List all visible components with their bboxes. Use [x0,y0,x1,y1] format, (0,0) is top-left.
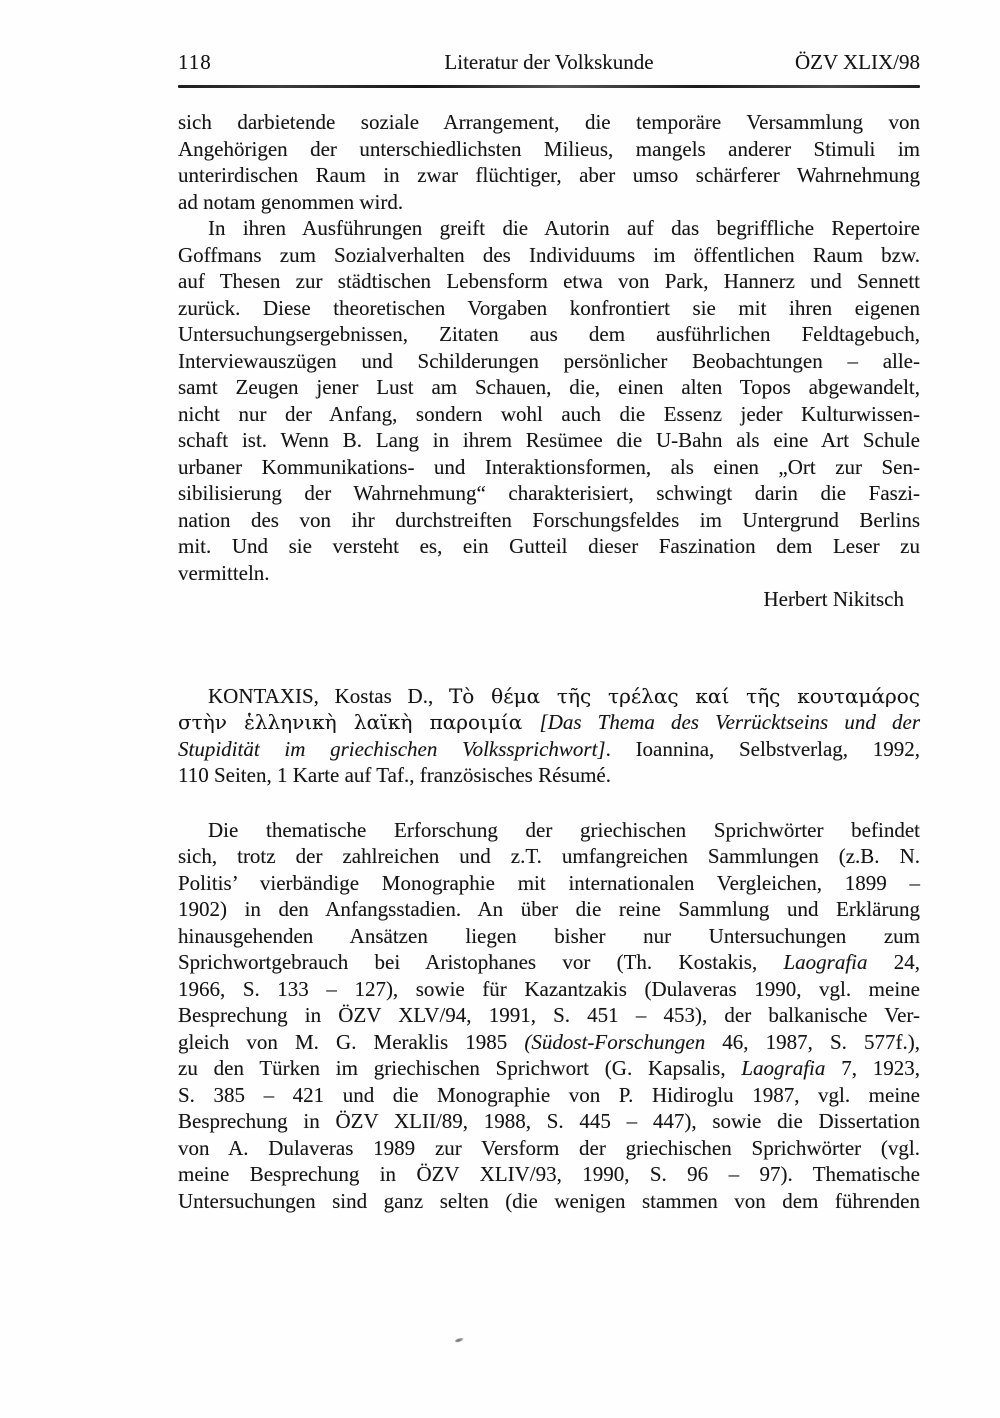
text-line [178,949,920,976]
text-line [178,348,920,375]
text-run: 46, 1987, S. 577f.), [705,1029,921,1054]
text-line [178,896,920,923]
text-line [178,870,920,897]
text-run: Angehörigen der unterschiedlichsten Milieus, mangels anderer Stimuli im [178,136,920,161]
review-paragraph-continued [178,109,920,215]
text-run: Besprechung in ÖZV XLV/94, 1991, S. 451 – 453), der balkanische Ver- [178,1003,920,1027]
text-run: 24, [867,950,921,974]
text-run: zurück. Diese theoretischen Vorgaben konfrontiert sie mit ihren eigenen [178,295,920,320]
text-line [178,321,920,348]
text-run: 1966, S. 133 – 127), sowie für Kazantzakis (Dulaveras 1990, vgl. meine [178,976,920,1001]
text-run: 7, 1923, [825,1056,920,1080]
text-run: Untersuchungen sind ganz selten (die wenigen stammen von dem führenden [178,1188,920,1213]
header-rule [178,85,920,88]
text-run: von A. Dulaveras 1989 zur Versform der griechischen Sprichwörter (vgl. [178,1135,920,1160]
text-line [178,736,920,763]
italic-text-run: Laografia [783,950,868,974]
text-run: nation des von ihr durchstreiften Forschungsfeldes im Untergrund Berlins [178,507,920,532]
text-run: S. 385 – 421 und die Monographie von P. Hidiroglu 1987, vgl. meine [178,1082,920,1107]
text-run: nicht nur der Anfang, sondern wohl auch die Essenz jeder Kulturwissen- [178,401,920,426]
text-line [178,268,920,295]
text-run: vermitteln. [178,560,270,585]
text-line [178,1055,920,1082]
text-line [178,923,920,950]
journal-issue-label: ÖZV XLIX/98 [794,50,920,74]
text-run: In ihren Ausführungen greift die Autorin auf das begriffliche Repertoire [208,216,920,240]
text-run: urbaner Kommunikations- und Interaktionsformen, als einen „Ort zur Sen- [178,454,920,479]
text-run: sich darbietende soziale Arrangement, die temporäre Versammlung von [178,110,920,134]
review-body-paragraph [178,817,920,1215]
text-line [178,1188,920,1215]
text-line [178,454,920,481]
page-body [178,109,920,1214]
text-line [178,560,920,587]
page-header [178,48,920,76]
text-run: Goffmans zum Sozialverhalten des Individuums im öffentlichen Raum bzw. [178,242,920,267]
text-run: 110 Seiten, 1 Karte auf Taf., französisches Résumé. [178,763,611,787]
text-line [178,1161,920,1188]
text-run: Sprichwortgebrauch bei Aristophanes vor (Th. Kostakis, [178,950,784,974]
text-line [178,1029,920,1056]
page-number: 118 [178,50,212,74]
text-line [178,189,920,216]
greek-text-run: στὴν ἑλληνικὴ λαϊκὴ παροιμία [178,710,540,734]
text-line [178,709,920,736]
running-section-title: Literatur der Volkskunde [444,50,654,74]
greek-text-run: Τὸ θέμα τῆς τρέλας καί τῆς κουταμάρος [448,683,920,708]
italic-text-run: [Das Thema des Verrücktseins und der [539,710,920,734]
text-line [178,533,920,560]
text-line [178,401,920,428]
text-run: schaft ist. Wenn B. Lang in ihrem Resümee die U-Bahn als eine Art Schule [178,428,920,452]
italic-text-run: (Südost-Forschungen [524,1029,706,1054]
text-run: zu den Türken im griechischen Sprichwort (G. Kapsalis, [178,1056,742,1080]
text-line [178,762,920,789]
text-line [178,427,920,454]
bibliography-entry [178,683,920,789]
text-run: ad notam genommen wird. [178,189,404,214]
text-line [178,1082,920,1109]
text-run: 1902) in den Anfangsstadien. An über die reine Sammlung und Erklärung [178,897,920,921]
text-line [178,976,920,1003]
text-line [178,1108,920,1135]
text-run: unterirdischen Raum in zwar flüchtiger, aber umso schärferer Wahrnehmung [178,163,920,187]
text-line [178,109,920,136]
text-run: sich, trotz der zahlreichen und z.T. umfangreichen Sammlungen (z.B. N. [178,844,920,868]
text-run: Untersuchungsergebnissen, Zitaten aus dem ausführlichen Feldtagebuch, [178,322,920,346]
text-line [178,374,920,401]
text-run: sibilisierung der Wahrnehmung“ charakterisiert, schwingt darin die Faszi- [178,481,920,505]
text-run: Interviewauszügen und Schilderungen persönlicher Beobachtungen – alle- [178,348,920,373]
text-line [178,215,920,242]
text-run: gleich von M. G. Meraklis 1985 [178,1029,525,1054]
text-line [178,480,920,507]
text-line [178,242,920,269]
italic-text-run: Laografia [741,1056,826,1080]
text-line [178,817,920,844]
text-run: meine Besprechung in ÖZV XLIV/93, 1990, S. 96 – 97). Thematische [178,1162,920,1186]
text-run: auf Thesen zur städtischen Lebensform etwa von Park, Hannerz und Sennett [178,269,920,293]
text-run: hinausgehenden Ansätzen liegen bisher nur Untersuchungen zum [178,923,920,948]
text-run: . Ioannina, Selbstverlag, 1992, [605,736,921,761]
text-line [178,162,920,189]
text-line [178,1135,920,1162]
text-line [178,295,920,322]
italic-text-run: Stupidität im griechischen Volkssprichwort] [178,736,606,761]
review-paragraph [178,215,920,586]
text-run: samt Zeugen jener Lust am Schauen, die, einen alten Topos abgewandelt, [178,375,920,399]
text-run: Besprechung in ÖZV XLII/89, 1988, S. 445 – 447), sowie die Dissertation [178,1109,920,1133]
text-line [178,843,920,870]
reviewer-signature: Herbert Nikitsch [763,587,904,611]
text-run: mit. Und sie versteht es, ein Gutteil dieser Faszination dem Leser zu [178,534,920,558]
text-line [178,1002,920,1029]
text-line [178,507,920,534]
text-line [178,136,920,163]
text-run: KONTAXIS, Kostas D., [208,683,449,708]
text-run: Politis’ vierbändige Monographie mit internationalen Vergleichen, 1899 – [178,870,920,895]
text-run: Die thematische Erforschung der griechischen Sprichwörter befindet [208,817,920,842]
scan-artifact-speck [455,1337,465,1344]
text-line [178,683,920,710]
